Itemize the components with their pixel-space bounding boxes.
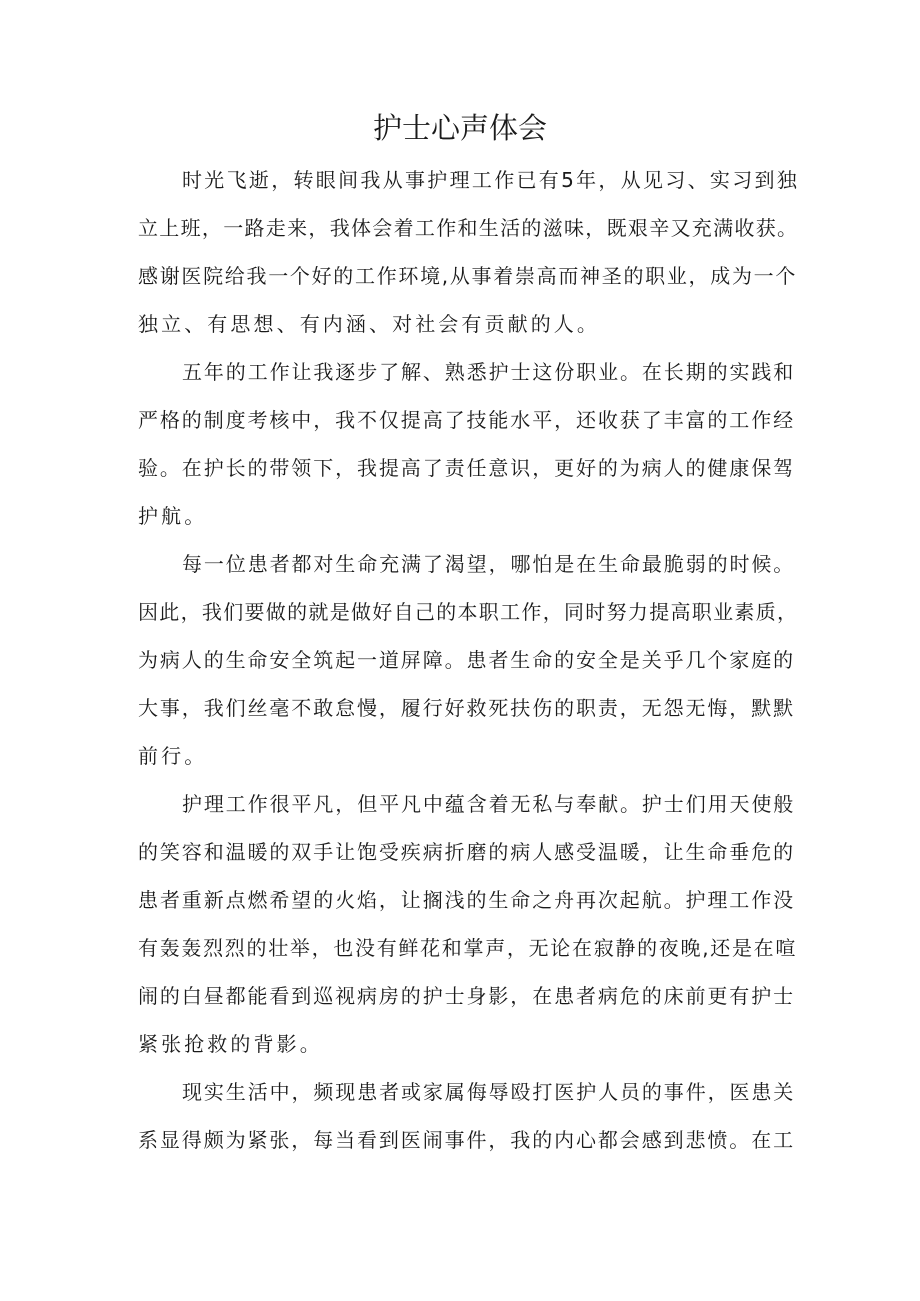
text-line: 有轰轰烈烈的壮举，也没有鲜花和掌声，无论在寂静的夜晚,还是在喧 — [138, 936, 798, 960]
text-line: 五年的工作让我逐步了解、熟悉护士这份职业。在长期的实践和 — [182, 360, 796, 384]
text-line: 闹的白昼都能看到巡视病房的护士身影，在患者病危的床前更有护士 — [138, 984, 795, 1008]
text-line: 严格的制度考核中，我不仅提高了技能水平，还收获了丰富的工作经 — [138, 408, 795, 432]
text-line: 护航。 — [138, 504, 208, 528]
text-line: 前行。 — [138, 744, 208, 768]
text-line: 每一位患者都对生命充满了渴望，哪怕是在生命最脆弱的时候。 — [182, 552, 796, 576]
document-title: 护士心声体会 — [372, 111, 547, 145]
text-line: 为病人的生命安全筑起一道屏障。患者生命的安全是关乎几个家庭的 — [138, 648, 795, 672]
text-line: 因此，我们要做的就是做好自己的本职工作，同时努力提高职业素质， — [138, 600, 799, 624]
text-line: 验。在护长的带领下，我提高了责任意识，更好的为病人的健康保驾 — [138, 456, 795, 480]
text-line: 独立、有思想、有内涵、对社会有贡献的人。 — [138, 312, 600, 336]
text-line: 的笑容和温暖的双手让饱受疾病折磨的病人感受温暖，让生命垂危的 — [138, 840, 795, 864]
text-line: 系显得颇为紧张，每当看到医闹事件，我的内心都会感到悲愤。在工 — [138, 1128, 795, 1152]
text-line: 现实生活中，频现患者或家属侮辱殴打医护人员的事件，医患关 — [182, 1080, 796, 1104]
text-line: 感谢医院给我一个好的工作环境,从事着崇高而神圣的职业，成为一个 — [138, 264, 798, 288]
text-line: 紧张抢救的背影。 — [138, 1032, 323, 1056]
text-line: 护理工作很平凡，但平凡中蕴含着无私与奉献。护士们用天使般 — [182, 792, 796, 816]
text-line: 患者重新点燃希望的火焰，让搁浅的生命之舟再次起航。护理工作没 — [138, 888, 795, 912]
text-line: 大事，我们丝毫不敢怠慢，履行好救死扶伤的职责，无怨无悔，默默 — [138, 696, 795, 720]
text-line: 立上班，一路走来，我体会着工作和生活的滋味，既艰辛又充满收获。 — [138, 216, 799, 240]
text-line: 时光飞逝，转眼间我从事护理工作已有5年，从见习、实习到独 — [182, 168, 800, 192]
